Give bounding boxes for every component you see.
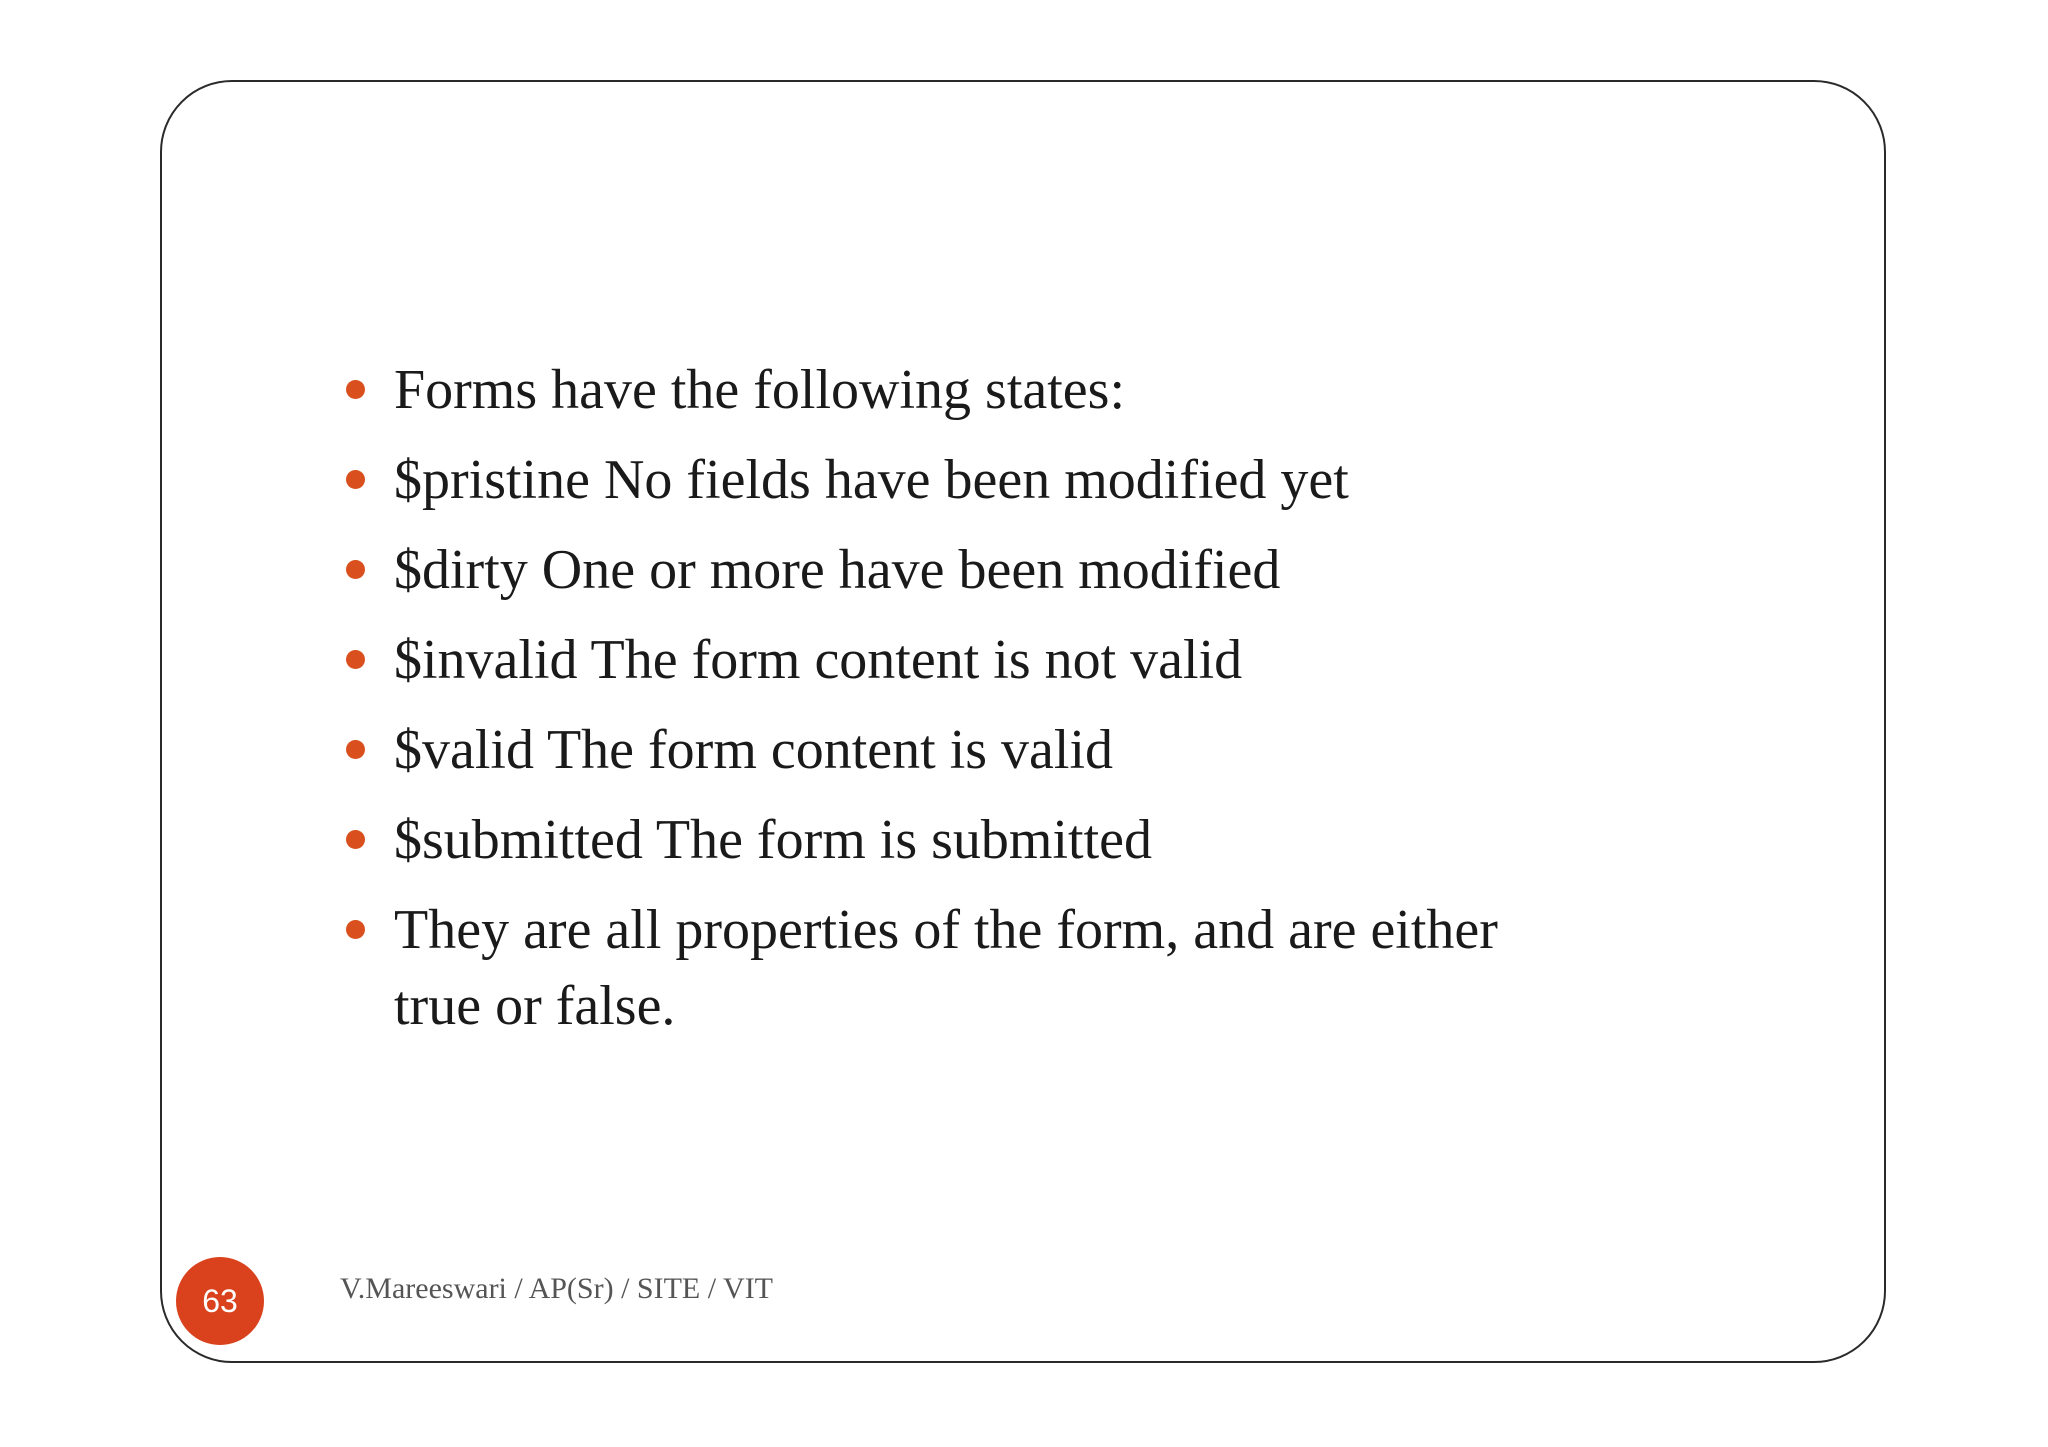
bullet-dot-icon bbox=[346, 470, 365, 489]
bullet-text: $submitted The form is submitted bbox=[394, 809, 1153, 871]
page-number-badge: 63 bbox=[176, 1257, 264, 1345]
bullet-text: $valid The form content is valid bbox=[394, 719, 1114, 781]
bullet-item bbox=[340, 712, 1500, 788]
footer-author: V.Mareeswari / AP(Sr) / SITE / VIT bbox=[340, 1272, 774, 1305]
bullet-item bbox=[340, 352, 1500, 428]
bullet-item bbox=[340, 802, 1500, 878]
bullet-item bbox=[340, 892, 1500, 1044]
bullet-item bbox=[340, 532, 1500, 608]
bullet-dot-icon bbox=[346, 560, 365, 579]
bullet-dot-icon bbox=[346, 830, 365, 849]
bullet-text: Forms have the following states: bbox=[394, 359, 1126, 421]
bullet-text: $pristine No fields have been modified yet bbox=[394, 449, 1349, 511]
bullet-text: $invalid The form content is not valid bbox=[394, 629, 1243, 691]
bullet-item bbox=[340, 622, 1500, 698]
bullet-list bbox=[340, 352, 1500, 1058]
bullet-dot-icon bbox=[346, 920, 365, 939]
bullet-text: They are all properties of the form, and are either true or false. bbox=[394, 899, 1498, 1037]
bullet-text: $dirty One or more have been modified bbox=[394, 539, 1281, 601]
bullet-item bbox=[340, 442, 1500, 518]
bullet-dot-icon bbox=[346, 650, 365, 669]
bullet-dot-icon bbox=[346, 740, 365, 759]
bullet-dot-icon bbox=[346, 380, 365, 399]
